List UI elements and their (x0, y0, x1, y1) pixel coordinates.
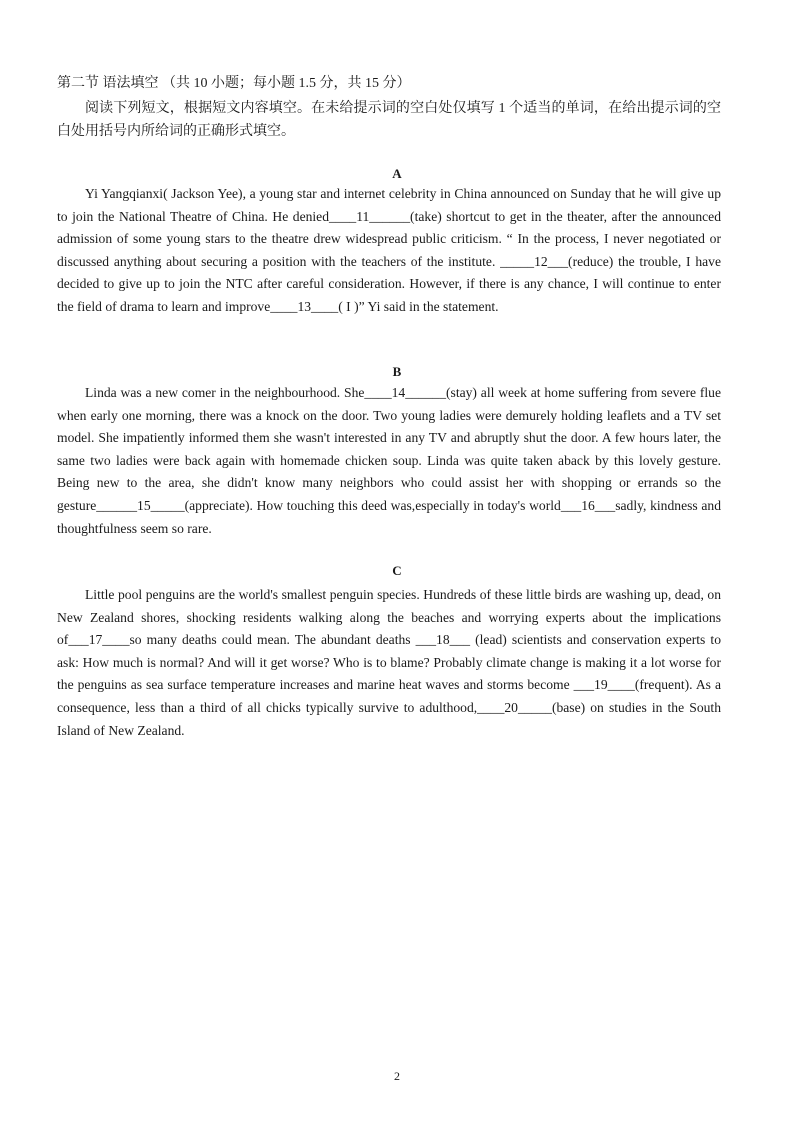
section-heading: 第二节 语法填空 （共 10 小题；每小题 1.5 分，共 15 分） (57, 76, 411, 91)
section-instructions: 阅读下列短文，根据短文内容填空。在未给提示词的空白处仅填写 1 个适当的单词，在给出提示词的空白处用括号内所给词的正确形式填空。 (57, 101, 721, 139)
passage-a-title: A (392, 166, 402, 181)
passage-a-text: Yi Yangqianxi( Jackson Yee), a young star and internet celebrity in China announced on Sunday that he will give up to join the National Theatre of China. He denied____11______(take) shortcut to get in the theater, after the announced admission of some young stars to the theatre drew widespread public criticism. “ In the process, I never negotiated or discussed anything about securing a position with the teachers of the institute. _____12___(reduce) the trouble, I have decided to give up to join the NTC after careful consideration. However, if there is any chance, I will continue to enter the field of drama to learn and improve____13____( I )” Yi said in the statement. (57, 186, 721, 314)
page-number: 2 (394, 1069, 400, 1083)
passage-b-text: Linda was a new comer in the neighbourhood. She____14______(stay) all week at home suffering from severe flue when early one morning, there was a knock on the door. Two young ladies were demurely holding leaflets and a TV set model. She impatiently informed them she wasn't interested in any TV and abruptly shut the door. A few hours later, the same two ladies were back again with homemade chicken soup. Linda was quite taken aback by this lovely gesture. Being new to the area, she didn't know many neighbors who could assist her with shopping or errands so the gesture______15_____(appreciate). How touching this deed was,especially in today's world___16___sadly, kindness and thoughtfulness seem so rare. (57, 385, 721, 536)
passage-c-text: Little pool penguins are the world's smallest penguin species. Hundreds of these little birds are washing up, dead, on New Zealand shores, shocking residents walking along the beaches and worrying experts about the implications of___17____so many deaths could mean. The abundant deaths ___18___ (lead) scientists and conservation experts to ask: How much is normal? And will it get worse? Who is to blame? Probably climate change is making it a lot worse for the penguins as sea surface temperature increases and marine heat waves and storms become ___19____(frequent). As a consequence, less than a third of all chicks typically survive to adulthood,____20_____(base) on studies in the South Island of New Zealand. (57, 587, 721, 738)
passage-b-title: B (392, 364, 402, 379)
passage-c-title: C (392, 563, 402, 578)
